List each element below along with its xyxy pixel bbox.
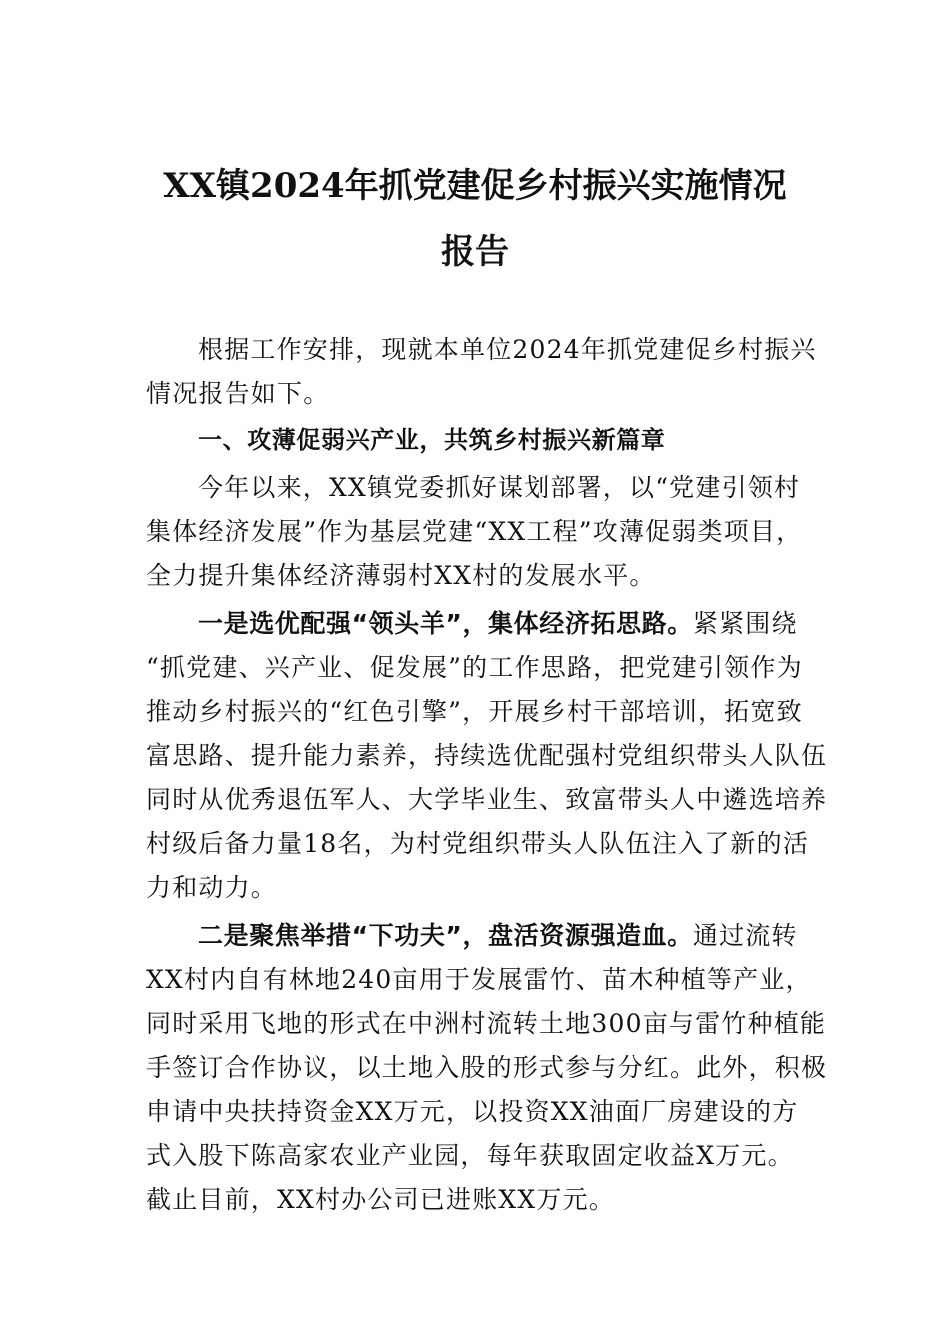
- section-1-intro-paragraph: [146, 466, 826, 598]
- paragraph-line: 情况报告如下。: [146, 379, 330, 408]
- point-1-first-line-rest: 紧紧围绕: [692, 609, 798, 638]
- document-title: [120, 160, 830, 278]
- paragraph-line: 力和动力。: [146, 873, 278, 902]
- document-body: [146, 328, 826, 1222]
- point-1-paragraph: [146, 602, 826, 910]
- point-2-lead: 二是聚焦举措“下功夫”，盘活资源强造血。: [198, 921, 693, 950]
- paragraph-line: 式入股下陈高家农业产业园，每年获取固定收益X万元。: [146, 1141, 794, 1170]
- paragraph-first-line: [146, 914, 826, 958]
- point-2-paragraph: [146, 914, 826, 1222]
- paragraph-first-line: [146, 602, 826, 646]
- point-2-first-line-rest: 通过流转: [692, 921, 798, 950]
- paragraph-line: 全力提升集体经济薄弱村XX村的发展水平。: [146, 561, 656, 590]
- paragraph-line: 推动乡村振兴的“红色引擎”，开展乡村干部培训，拓宽致: [146, 697, 803, 726]
- paragraph-line: 同时从优秀退伍军人、大学毕业生、致富带头人中遴选培养: [146, 785, 828, 814]
- paragraph-line: “抓党建、兴产业、促发展”的工作思路，把党建引领作为: [146, 653, 803, 682]
- paragraph-line: 手签订合作协议，以土地入股的形式参与分红。此外，积极: [146, 1053, 828, 1082]
- section-1-heading: 一、攻薄促弱兴产业，共筑乡村振兴新篇章: [198, 426, 666, 454]
- paragraph-line: 今年以来，XX镇党委抓好谋划部署，以“党建引领村: [198, 473, 801, 502]
- title-line-1: XX镇2024年抓党建促乡村振兴实施情况: [163, 166, 787, 206]
- paragraph-line: 村级后备力量18名，为村党组织带头人队伍注入了新的活: [146, 829, 810, 858]
- title-line-2: 报告: [441, 232, 509, 272]
- paragraph-line: XX村内自有林地240亩用于发展雷竹、苗木种植等产业，: [146, 965, 812, 994]
- paragraph-line: 富思路、提升能力素养，持续选优配强村党组织带头人队伍: [146, 741, 828, 770]
- intro-paragraph: [146, 328, 826, 416]
- paragraph-line: 同时采用飞地的形式在中洲村流转土地300亩与雷竹种植能: [146, 1009, 827, 1038]
- paragraph-line: 申请中央扶持资金XX万元，以投资XX油面厂房建设的方: [146, 1097, 799, 1126]
- paragraph-line: 截止目前，XX村办公司已进账XX万元。: [146, 1185, 615, 1214]
- point-1-lead: 一是选优配强“领头羊”，集体经济拓思路。: [198, 609, 693, 638]
- paragraph-line: 集体经济发展”作为基层党建“XX工程”攻薄促弱类项目，: [146, 517, 803, 546]
- paragraph-line: 根据工作安排，现就本单位2024年抓党建促乡村振兴: [198, 335, 817, 364]
